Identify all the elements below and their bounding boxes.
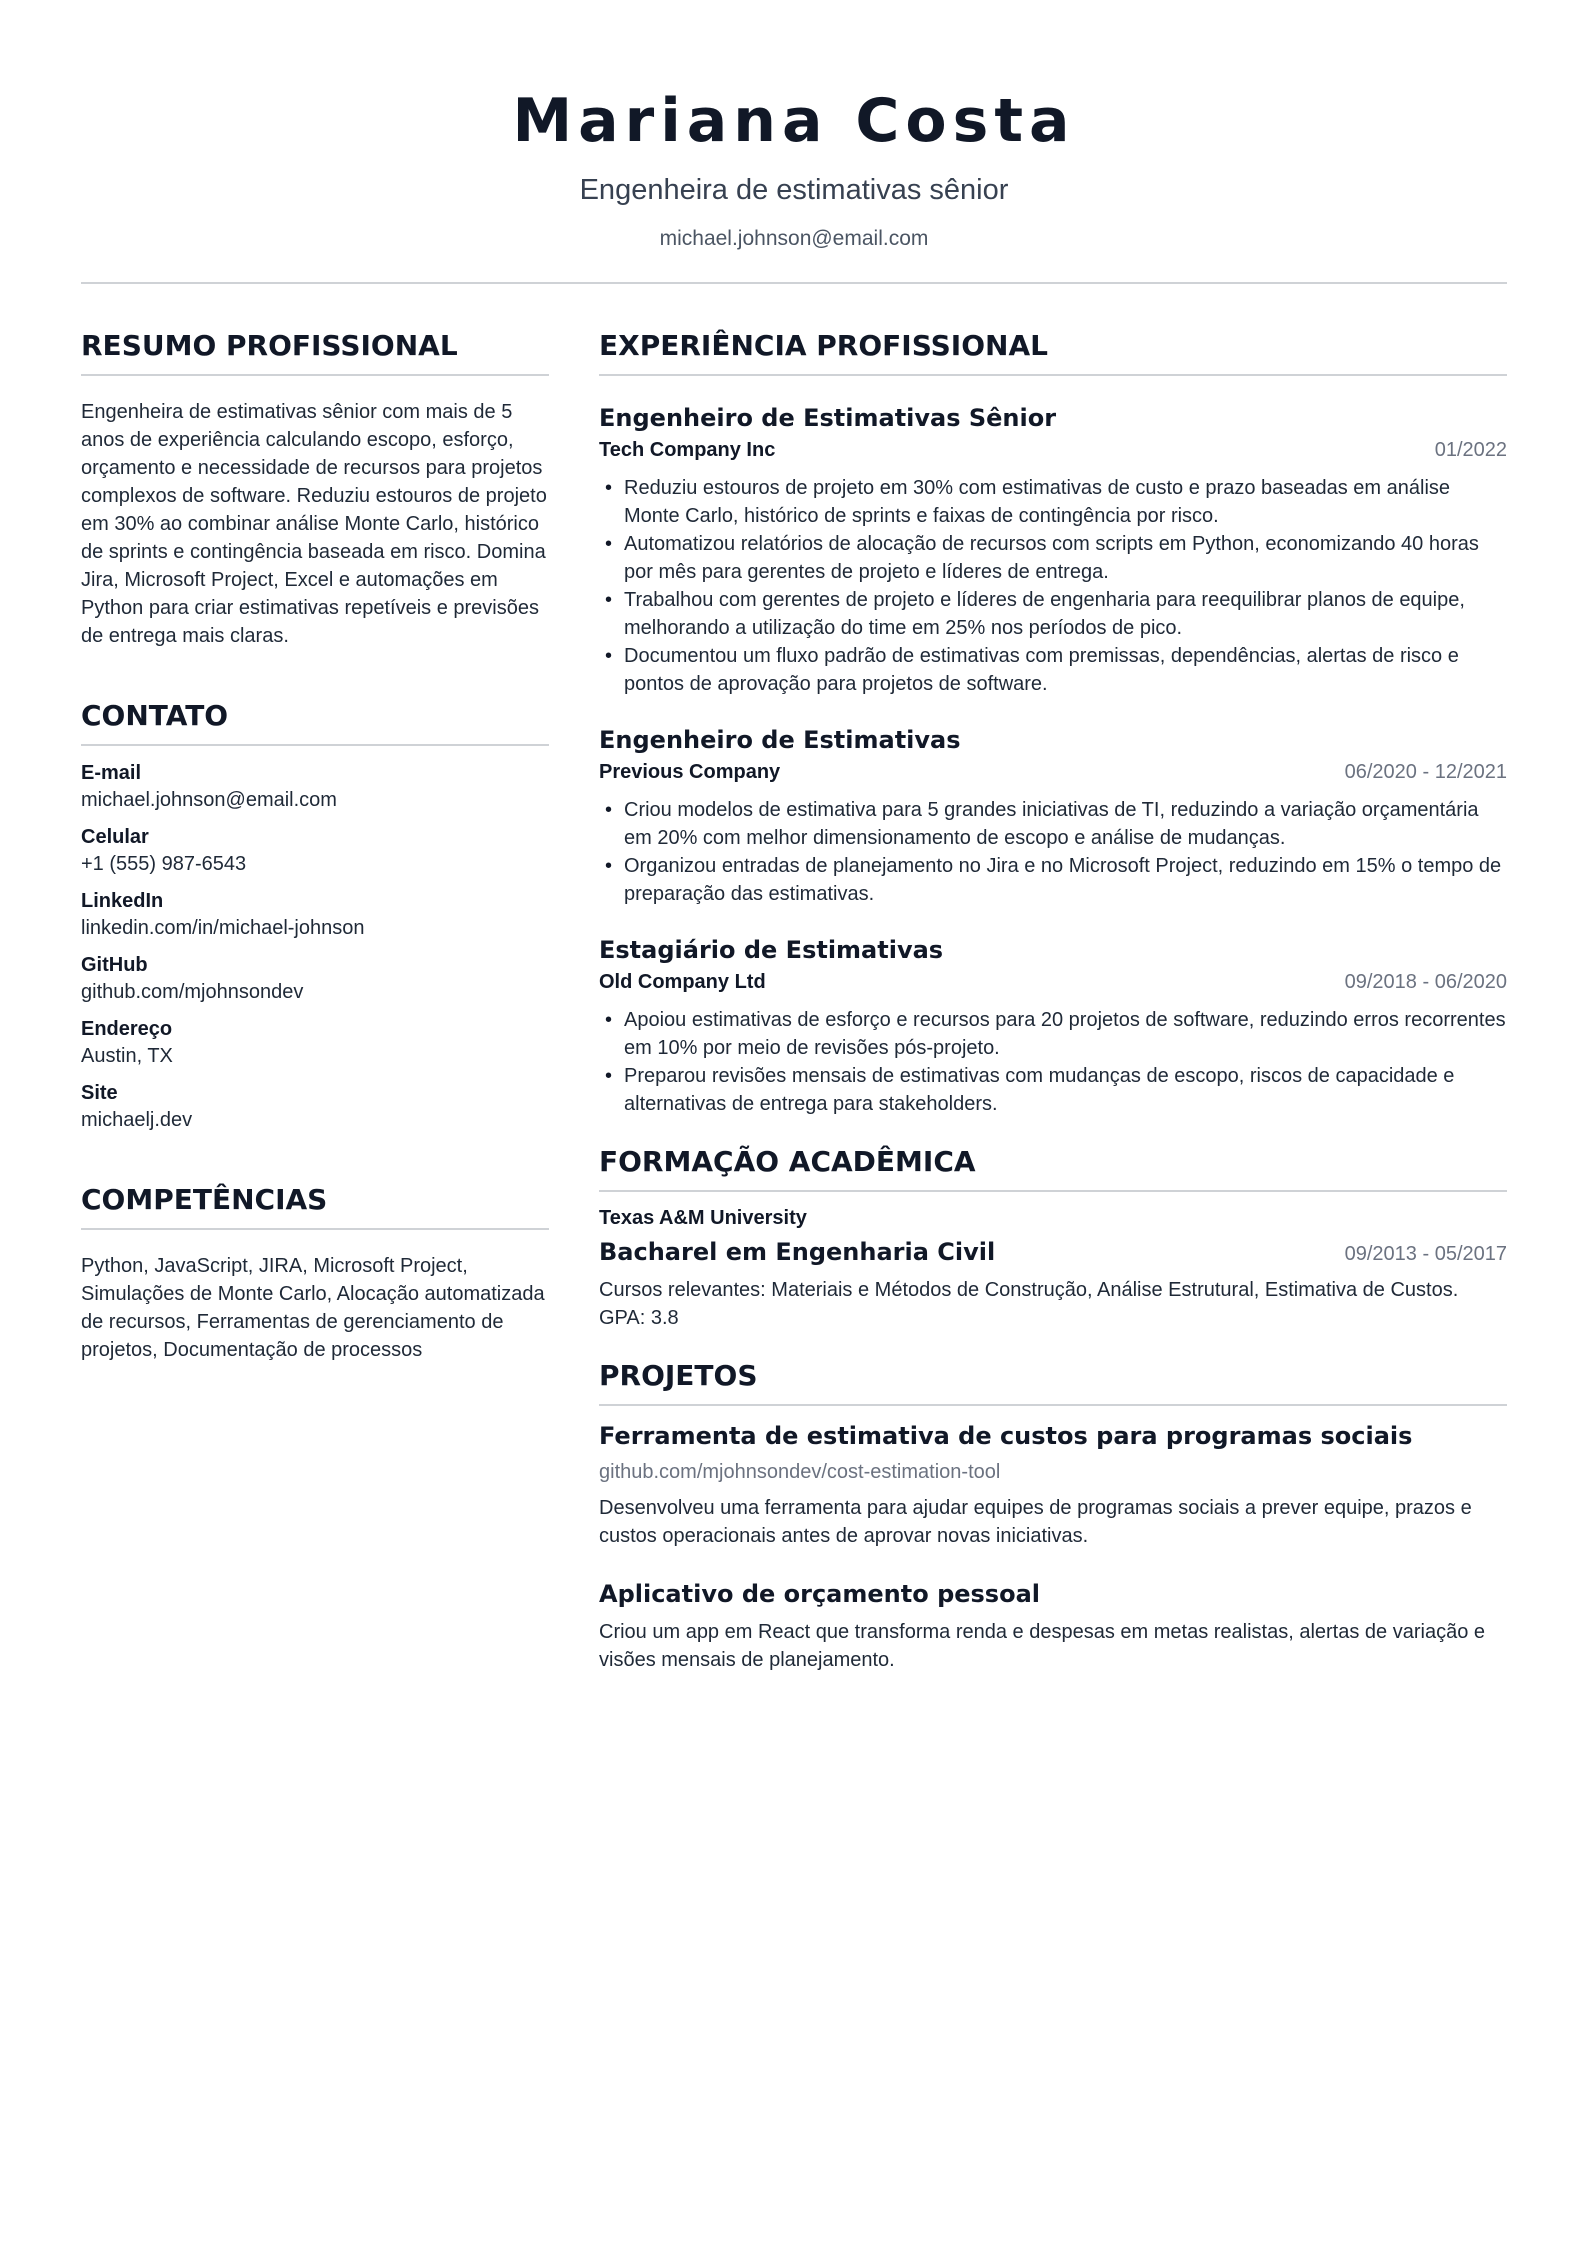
contact-label: E-mail [81, 762, 142, 784]
education-entry [599, 1204, 1507, 1332]
contact-heading: CONTATO [81, 698, 549, 746]
header-divider [81, 282, 1507, 284]
candidate-title: Engenheira de estimativas sênior [579, 174, 1009, 206]
job-bullet: • Apoiou estimativas de esforço e recursos para 20 projetos de software, reduzindo erros recorrentes em 10% por meio de revisões pós-projeto. [599, 1006, 1507, 1062]
job-bullet: • Documentou um fluxo padrão de estimativas com premissas, dependências, alertas de risco e pontos de aprovação para projetos de software. [599, 642, 1507, 698]
degree-row [599, 1236, 1507, 1268]
project-title: Ferramenta de estimativa de custos para programas sociais [599, 1422, 1413, 1450]
contact-section [81, 698, 549, 1134]
project-description: Criou um app em React que transforma renda e despesas em metas realistas, alertas de variação e visões mensais de planejamento. [599, 1621, 1485, 1671]
contact-label: Site [81, 1082, 118, 1104]
company-name: Tech Company Inc [599, 439, 776, 461]
contact-item-address [81, 1016, 549, 1070]
contact-address-value: Austin, TX [81, 1045, 173, 1067]
contact-item-email [81, 760, 549, 814]
job-bullet: • Criou modelos de estimativa para 5 grandes iniciativas de TI, reduzindo a variação orçamentária em 20% com melhor dimensionamento de escopo e análise de mudanças. [599, 796, 1507, 852]
summary-text: Engenheira de estimativas sênior com mais de 5 anos de experiência calculando escopo, esforço, orçamento e necessidade de recursos para projetos complexos de software. Reduziu estouros de projeto em 30% ao combinar análise Monte Carlo, histórico de sprints e contingência baseada em risco. Domina Jira, Microsoft Project, Excel e automações em Python para criar estimativas repetíveis e previsões de entrega mais claras. [81, 401, 547, 647]
experience-heading: EXPERIÊNCIA PROFISSIONAL [599, 328, 1507, 376]
contact-label: Endereço [81, 1018, 173, 1040]
skills-section [81, 1182, 549, 1364]
education-heading: FORMAÇÃO ACADÊMICA [599, 1144, 1507, 1192]
company-name: Old Company Ltd [599, 971, 766, 993]
job-bullets [599, 796, 1507, 908]
contact-label: GitHub [81, 954, 148, 976]
project-entry [599, 1578, 1507, 1674]
contact-list [81, 760, 549, 1134]
header-email[interactable]: michael.johnson@email.com [659, 227, 929, 250]
contact-linkedin-link[interactable]: linkedin.com/in/michael-johnson [81, 917, 365, 939]
job-entry [599, 934, 1507, 1118]
degree-title: Bacharel em Engenharia Civil [599, 1238, 996, 1266]
job-bullet: • Automatizou relatórios de alocação de recursos com scripts em Python, economizando 40 horas por mês para gerentes de projeto e líderes de entrega. [599, 530, 1507, 586]
job-title: Estagiário de Estimativas [599, 936, 944, 964]
skills-text: Python, JavaScript, JIRA, Microsoft Project, Simulações de Monte Carlo, Alocação automatizada de recursos, Ferramentas de gerenciamento de projetos, Documentação de processos [81, 1255, 545, 1361]
job-bullet: • Preparou revisões mensais de estimativas com mudanças de escopo, riscos de capacidade e alternativas de entrega para stakeholders. [599, 1062, 1507, 1118]
summary-section [81, 328, 549, 650]
school-name: Texas A&M University [599, 1207, 807, 1229]
project-description: Desenvolveu uma ferramenta para ajudar equipes de programas sociais a prever equipe, prazos e custos operacionais antes de aprovar novas iniciativas. [599, 1497, 1472, 1547]
job-bullets [599, 474, 1507, 698]
job-entry [599, 402, 1507, 698]
contact-github-link[interactable]: github.com/mjohnsondev [81, 981, 304, 1003]
resume-columns [81, 328, 1507, 1700]
job-date: 06/2020 - 12/2021 [1344, 761, 1507, 783]
job-meta [599, 436, 1507, 464]
contact-site-link[interactable]: michaelj.dev [81, 1109, 193, 1131]
job-title: Engenheiro de Estimativas [599, 726, 961, 754]
contact-phone-value[interactable]: +1 (555) 987-6543 [81, 853, 247, 875]
contact-item-linkedin [81, 888, 549, 942]
job-bullet: • Reduziu estouros de projeto em 30% com estimativas de custo e prazo baseadas em análise Monte Carlo, histórico de sprints e faixas de contingência por risco. [599, 474, 1507, 530]
company-name: Previous Company [599, 761, 781, 783]
resume-header [81, 0, 1507, 284]
project-entry [599, 1420, 1507, 1550]
contact-email-value[interactable]: michael.johnson@email.com [81, 789, 337, 811]
contact-item-phone [81, 824, 549, 878]
left-column [81, 328, 549, 1700]
summary-heading: RESUMO PROFISSIONAL [81, 328, 549, 376]
contact-item-github [81, 952, 549, 1006]
contact-label: LinkedIn [81, 890, 164, 912]
project-link[interactable]: github.com/mjohnsondev/cost-estimation-tool [599, 1461, 1001, 1483]
projects-section [599, 1358, 1507, 1674]
job-bullets [599, 1006, 1507, 1118]
job-meta [599, 758, 1507, 786]
education-description: Cursos relevantes: Materiais e Métodos de Construção, Análise Estrutural, Estimativa de Custos. GPA: 3.8 [599, 1279, 1459, 1329]
job-entry [599, 724, 1507, 908]
education-section [599, 1144, 1507, 1332]
projects-heading: PROJETOS [599, 1358, 1507, 1406]
right-column [599, 328, 1507, 1700]
job-bullet: • Organizou entradas de planejamento no Jira e no Microsoft Project, reduzindo em 15% o tempo de preparação das estimativas. [599, 852, 1507, 908]
skills-heading: COMPETÊNCIAS [81, 1182, 549, 1230]
job-bullet: • Trabalhou com gerentes de projeto e líderes de engenharia para reequilibrar planos de equipe, melhorando a utilização do time em 25% nos períodos de pico. [599, 586, 1507, 642]
experience-section [599, 328, 1507, 1118]
project-title: Aplicativo de orçamento pessoal [599, 1580, 1040, 1608]
contact-label: Celular [81, 826, 149, 848]
job-meta [599, 968, 1507, 996]
job-date: 01/2022 [1434, 439, 1507, 461]
contact-item-site [81, 1080, 549, 1134]
job-title: Engenheiro de Estimativas Sênior [599, 404, 1057, 432]
education-date: 09/2013 - 05/2017 [1344, 1243, 1507, 1265]
candidate-name: Mariana Costa [512, 86, 1076, 156]
job-date: 09/2018 - 06/2020 [1344, 971, 1507, 993]
